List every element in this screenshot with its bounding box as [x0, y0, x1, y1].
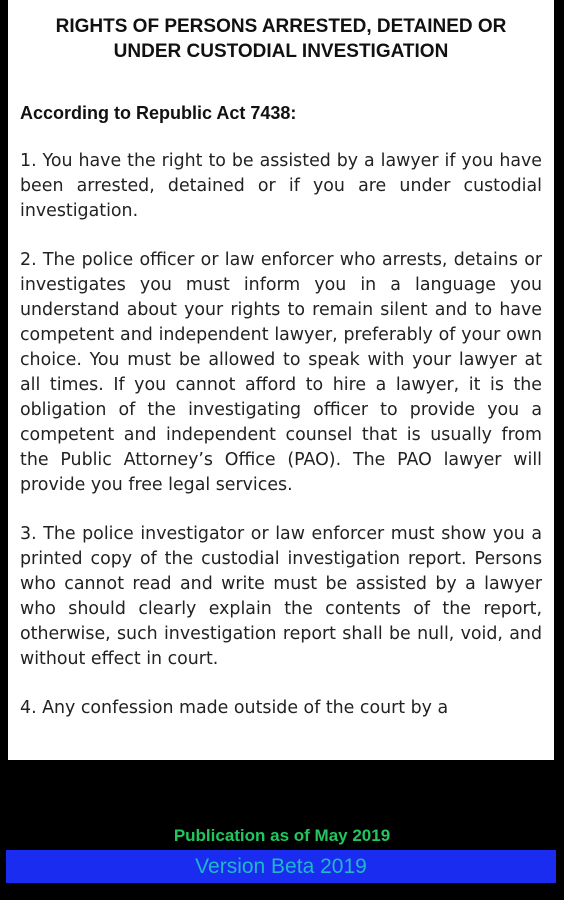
paragraph-3: 3. The police investigator or law enforcer must show you a printed copy of the custodial investigation report. Persons who cannot read and write must be assisted by a lawyer who should clearly explain the contents of the report, otherwise, such investigation report shall be null, void, and without effect in court.: [20, 524, 542, 669]
version-label: Version Beta 2019: [195, 855, 367, 878]
document-scroll-area[interactable]: [8, 0, 554, 760]
version-bar: [6, 850, 556, 883]
document-title: RIGHTS OF PERSONS ARRESTED, DETAINED OR UNDER CUSTODIAL INVESTIGATION: [55, 16, 507, 62]
paragraph-1: 1. You have the right to be assisted by a lawyer if you have been arrested, detained or if you are under custodial investigation.: [20, 151, 542, 221]
publication-date-label: Publication as of May 2019: [173, 826, 391, 845]
document-intro: According to Republic Act 7438:: [20, 103, 297, 123]
paragraph-4: 4. Any confession made outside of the court by a: [20, 698, 449, 718]
paragraph-2: 2. The police officer or law enforcer who arrests, detains or investigates you must inform you in a language you understand about your rights to remain silent and to have competent and independent lawyer, preferably of your own choice. You must be allowed to speak with your lawyer at all times. If you cannot afford to hire a lawyer, it is the obligation of the investigating officer to provide you a competent and independent counsel that is usually from the Public Attorney’s Office (PAO). The PAO lawyer will provide you free legal services.: [20, 250, 542, 495]
